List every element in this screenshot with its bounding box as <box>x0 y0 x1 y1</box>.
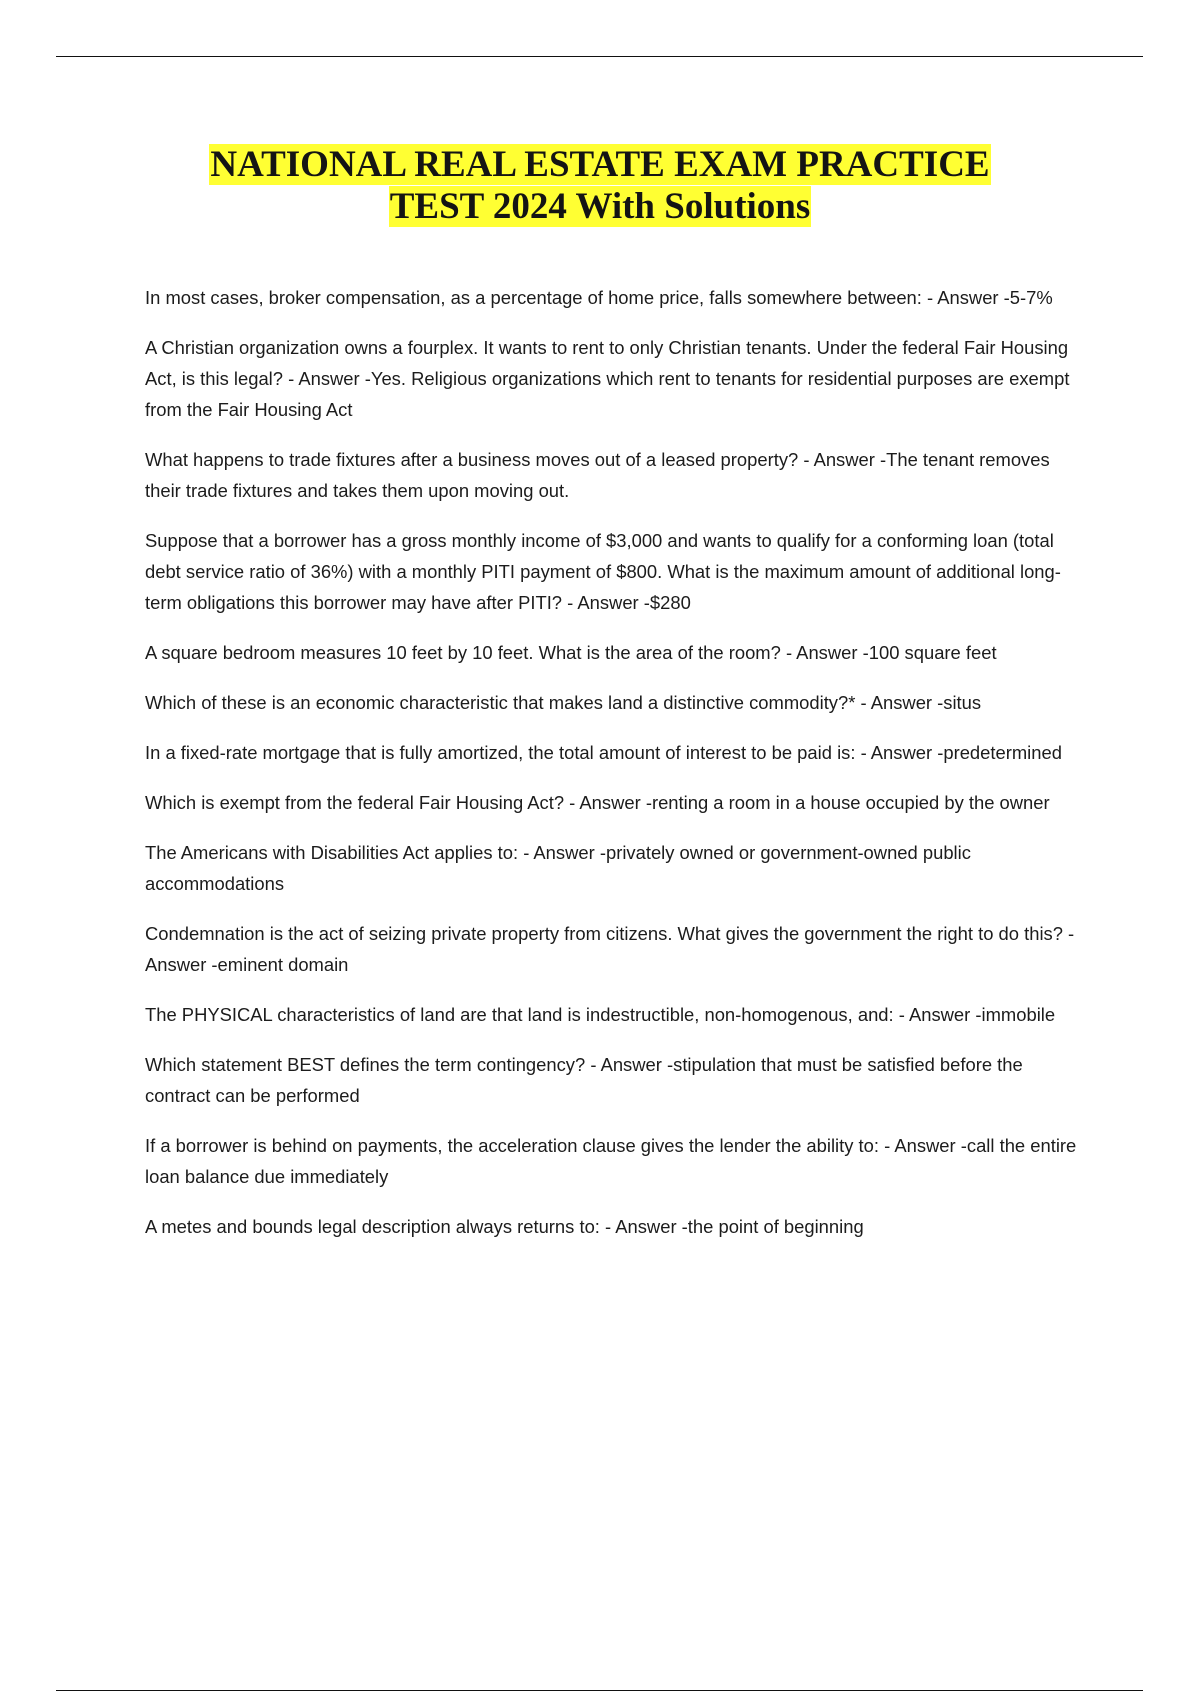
qa-item-1: In most cases, broker compensation, as a percentage of home price, falls somewhere between: - Answer -5-7% <box>145 287 1053 308</box>
page-title <box>0 144 1200 228</box>
qa-item-2: A Christian organization owns a fourplex. It wants to rent to only Christian tenants. Under the federal Fair Housing Act, is this legal? - Answer -Yes. Religious organizations which rent to tenants for residential purposes are exempt from the Fair Housing Act <box>145 337 1070 420</box>
title-line-2: TEST 2024 With Solutions <box>389 186 811 227</box>
qa-item-6: Which of these is an economic characteristic that makes land a distinctive commodity?* - Answer -situs <box>145 692 982 713</box>
qa-item-8: Which is exempt from the federal Fair Housing Act? - Answer -renting a room in a house occupied by the owner <box>145 792 1050 813</box>
qa-item-3: What happens to trade fixtures after a business moves out of a leased property? - Answer -The tenant removes their trade fixtures and takes them upon moving out. <box>145 449 1050 501</box>
qa-item-14: A metes and bounds legal description always returns to: - Answer -the point of beginning <box>145 1216 864 1237</box>
qa-item-10: Condemnation is the act of seizing private property from citizens. What gives the government the right to do this? - Answer -eminent domain <box>145 923 1075 975</box>
qa-item-7: In a fixed-rate mortgage that is fully amortized, the total amount of interest to be paid is: - Answer -predetermined <box>145 742 1062 763</box>
title-line-1: NATIONAL REAL ESTATE EXAM PRACTICE <box>210 144 990 185</box>
qa-item-11: The PHYSICAL characteristics of land are that land is indestructible, non-homogenous, and: - Answer -immobile <box>145 1004 1056 1025</box>
bottom-rule <box>56 1690 1143 1691</box>
qa-item-9: The Americans with Disabilities Act applies to: - Answer -privately owned or government-owned public accommodations <box>145 842 971 894</box>
question-answer-list <box>145 282 1090 1261</box>
qa-item-5: A square bedroom measures 10 feet by 10 feet. What is the area of the room? - Answer -100 square feet <box>145 642 997 663</box>
top-rule <box>56 56 1143 57</box>
qa-item-13: If a borrower is behind on payments, the acceleration clause gives the lender the ability to: - Answer -call the entire loan balance due immediately <box>145 1135 1077 1187</box>
qa-item-12: Which statement BEST defines the term contingency? - Answer -stipulation that must be satisfied before the contract can be performed <box>145 1054 1023 1106</box>
qa-item-4: Suppose that a borrower has a gross monthly income of $3,000 and wants to qualify for a conforming loan (total debt service ratio of 36%) with a monthly PITI payment of $800. What is the maximum amount of additional long-term obligations this borrower may have after PITI? - Answer -$280 <box>145 530 1061 613</box>
